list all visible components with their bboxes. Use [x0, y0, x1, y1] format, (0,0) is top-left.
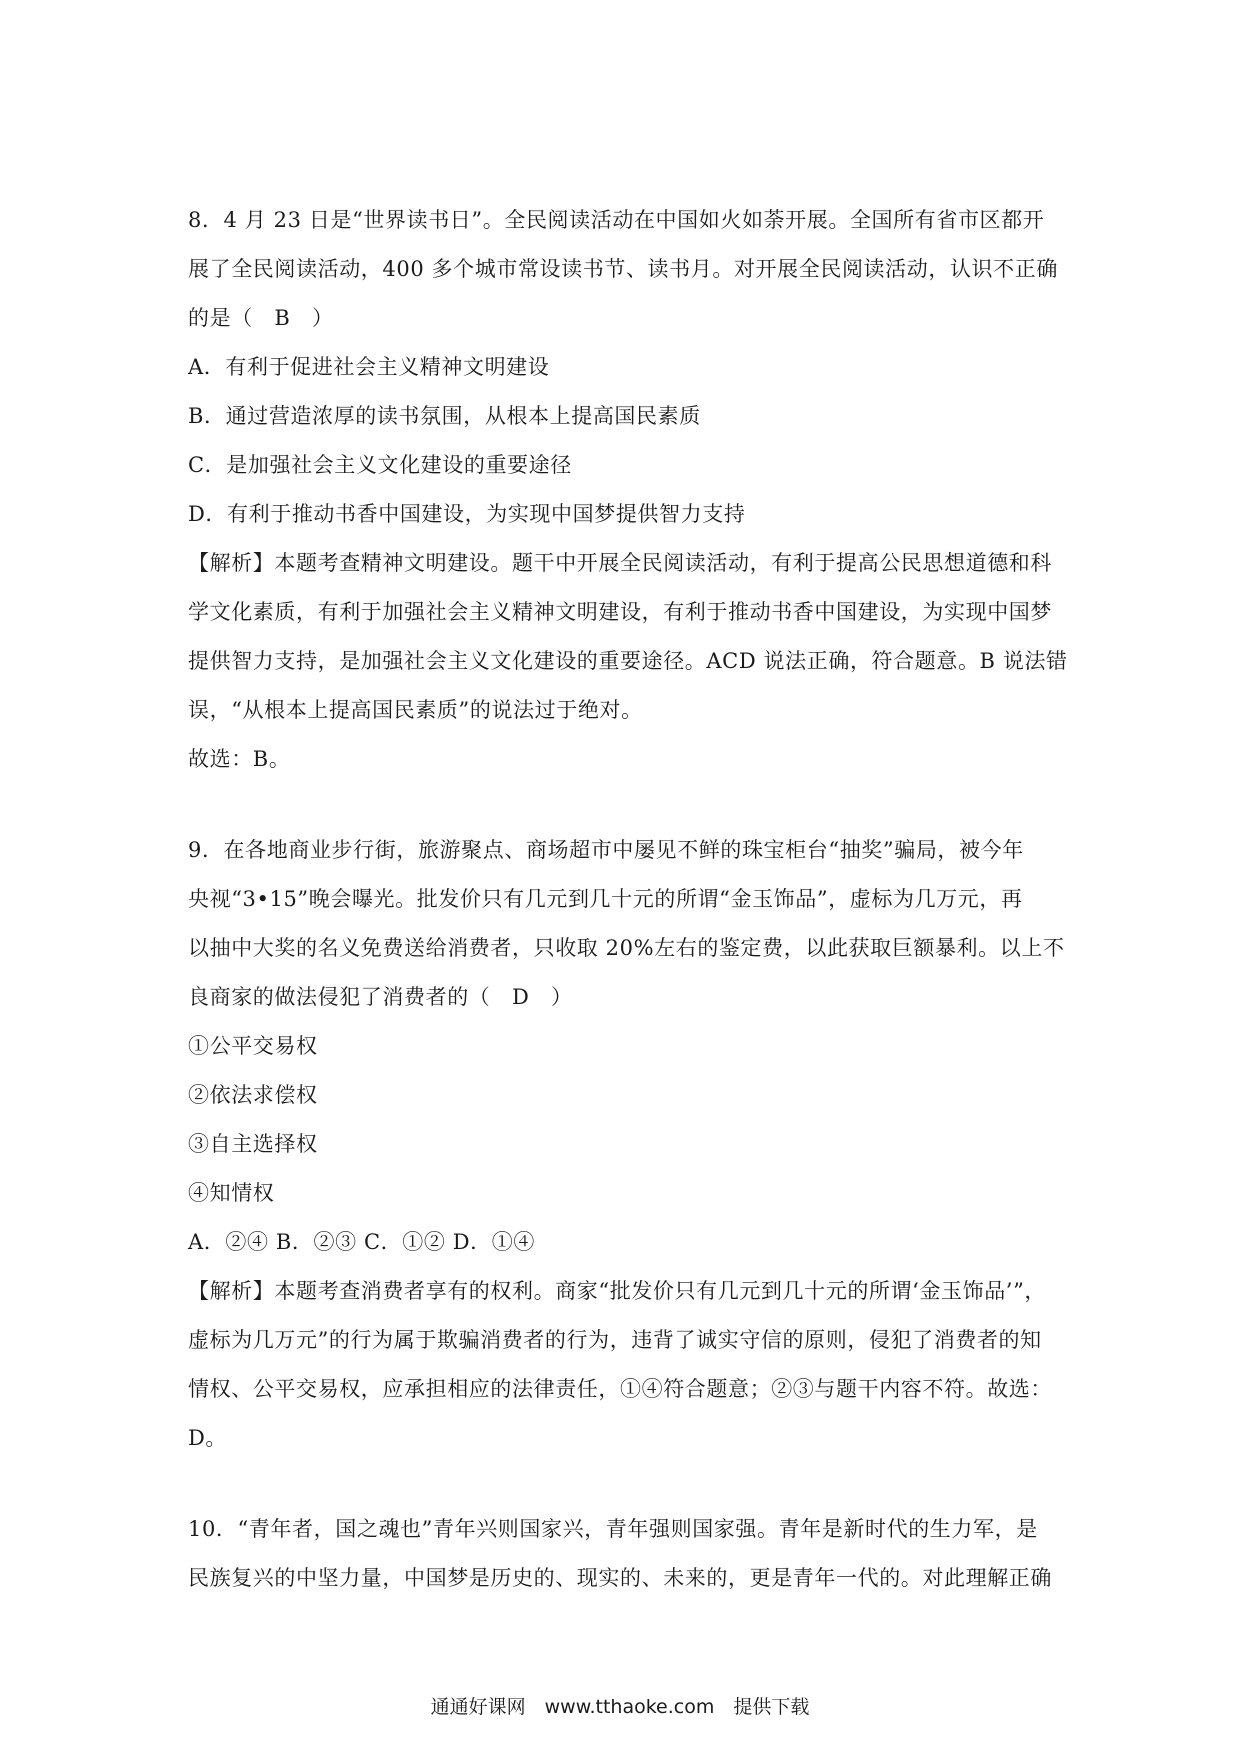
question-8-analysis-line-2: 学文化素质，有利于加强社会主义精神文明建设，有利于推动书香中国建设，为实现中国梦 — [188, 600, 1052, 624]
question-spacer — [188, 1463, 1058, 1505]
question-9-stem-line-4: 良商家的做法侵犯了消费者的（ D ） — [188, 985, 573, 1009]
question-10-stem-line-1: 10．“青年者，国之魂也”青年兴则国家兴，青年强则国家强。青年是新时代的生力军，是 — [188, 1517, 1038, 1541]
question-8-option-a: A．有利于促进社会主义精神文明建设 — [188, 355, 550, 379]
page-content — [188, 196, 1068, 1603]
question-9-analysis-line-2: 虚标为几万元”的行为属于欺骗消费者的行为，违背了诚实守信的原则，侵犯了消费者的知 — [188, 1328, 1042, 1352]
question-10 — [188, 1505, 1058, 1603]
question-8-stem-line-2: 展了全民阅读活动，400 多个城市常设读书节、读书月。对开展全民阅读活动，认识不正确 — [188, 257, 1058, 281]
question-8-analysis-line-1: 【解析】本题考查精神文明建设。题干中开展全民阅读活动，有利于提高公民思想道德和科 — [188, 551, 1052, 575]
question-9-analysis-line-3: 情权、公平交易权，应承担相应的法律责任，①④符合题意；②③与题干内容不符。故选： — [188, 1377, 1052, 1401]
question-9-item-4: ④知情权 — [188, 1181, 275, 1205]
question-spacer — [188, 784, 1058, 826]
question-8-analysis-line-3: 提供智力支持，是加强社会主义文化建设的重要途径。ACD 说法正确，符合题意。B 说法错 — [188, 649, 1068, 673]
question-8-stem-line-3: 的是（ B ） — [188, 306, 334, 330]
question-8 — [188, 196, 1068, 784]
question-9-analysis-line-1: 【解析】本题考查消费者享有的权利。商家“批发价只有几元到几十元的所谓‘金玉饰品’”， — [188, 1279, 1047, 1303]
question-9-stem-line-1: 9．在各地商业步行街，旅游聚点、商场超市中屡见不鲜的珠宝柜台“抽奖”骗局，被今年 — [188, 838, 1024, 862]
question-10-stem-line-2: 民族复兴的中坚力量，中国梦是历史的、现实的、未来的，更是青年一代的。对此理解正确 — [188, 1566, 1052, 1590]
question-8-answer: 故选：B。 — [188, 747, 291, 771]
question-9-choices: A．②④ B．②③ C．①② D．①④ — [188, 1230, 535, 1254]
question-8-option-c: C．是加强社会主义文化建设的重要途径 — [188, 453, 572, 477]
question-9 — [188, 826, 1065, 1463]
question-9-item-3: ③自主选择权 — [188, 1132, 318, 1156]
question-8-analysis-line-4: 误，“从根本上提高国民素质”的说法过于绝对。 — [188, 698, 643, 722]
question-8-option-b: B．通过营造浓厚的读书氛围，从根本上提高国民素质 — [188, 404, 701, 428]
question-8-stem-line-1: 8．4 月 23 日是“世界读书日”。全民阅读活动在中国如火如荼开展。全国所有省市区都开 — [188, 208, 1045, 232]
question-9-stem-line-2: 央视“3•15”晚会曝光。批发价只有几元到几十元的所谓“金玉饰品”，虚标为几万元，再 — [188, 887, 1023, 911]
page-footer: 通通好课网 www.tthaoke.com 提供下载 — [430, 1696, 810, 1718]
question-9-answer: D。 — [188, 1426, 228, 1450]
question-8-option-d: D．有利于推动书香中国建设，为实现中国梦提供智力支持 — [188, 502, 746, 526]
question-9-item-2: ②依法求偿权 — [188, 1083, 318, 1107]
question-9-item-1: ①公平交易权 — [188, 1034, 318, 1058]
question-9-stem-line-3: 以抽中大奖的名义免费送给消费者，只收取 20%左右的鉴定费，以此获取巨额暴利。以上不 — [188, 936, 1065, 960]
